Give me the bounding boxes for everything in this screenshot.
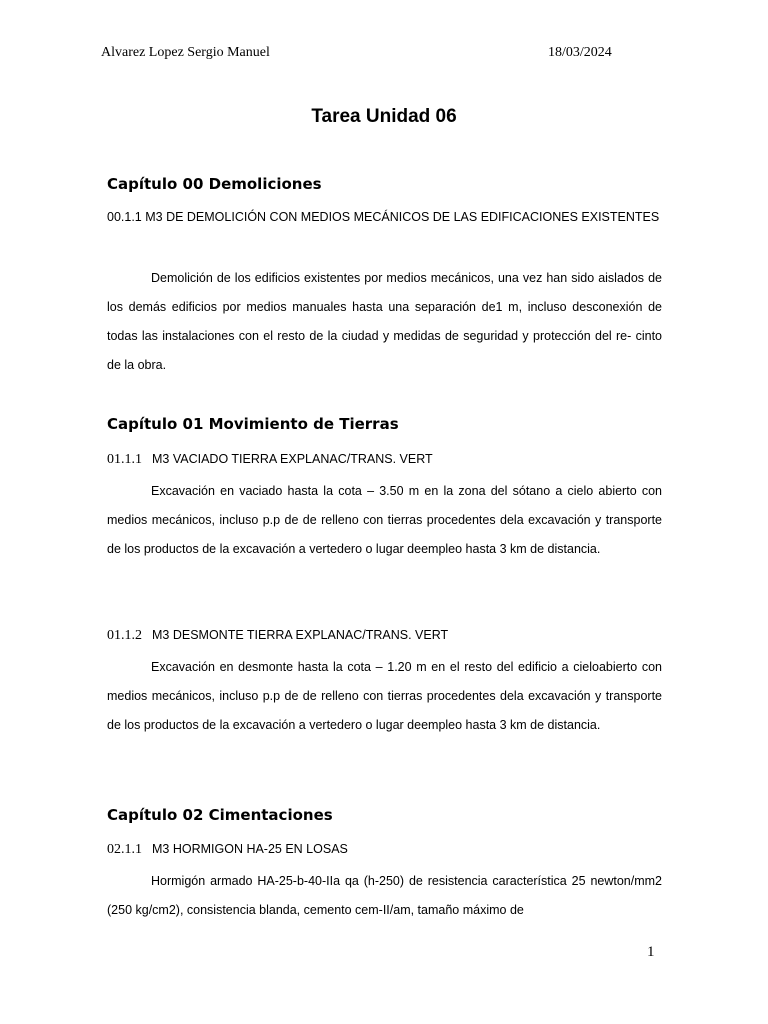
page-number: 1 bbox=[647, 944, 655, 960]
item-paragraph-01-1-2: Excavación en desmonte hasta la cota – 1.20 m en el resto del edificio a cieloabierto con medios mecánicos, incluso p.p de de relleno con tierras procedentes dela excavación y transporte de los productos de la excavación a vertedero o lugar deempleo hasta 3 km de distancia. bbox=[107, 660, 662, 732]
item-paragraph-01-1-1: Excavación en vaciado hasta la cota – 3.50 m en la zona del sótano a cielo abierto con medios mecánicos, incluso p.p de de relleno con tierras procedentes dela excavación y transporte de los productos de la excavación a vertedero o lugar deempleo hasta 3 km de distancia. bbox=[107, 484, 662, 556]
document-title: Tarea Unidad 06 bbox=[311, 106, 457, 127]
item-heading-01-1-2 bbox=[107, 628, 448, 644]
item-title: M3 DESMONTE TIERRA EXPLANAC/TRANS. VERT bbox=[152, 628, 449, 642]
item-number: 02.1.1 bbox=[107, 842, 142, 857]
chapter-heading-02: Capítulo 02 Cimentaciones bbox=[107, 806, 333, 824]
header-author: Alvarez Lopez Sergio Manuel bbox=[101, 45, 270, 60]
item-number: 01.1.1 bbox=[107, 452, 142, 467]
chapter-heading-00: Capítulo 00 Demoliciones bbox=[107, 175, 322, 193]
header-date: 18/03/2024 bbox=[548, 45, 612, 60]
item-title: M3 VACIADO TIERRA EXPLANAC/TRANS. VERT bbox=[152, 452, 433, 466]
item-heading-01-1-1 bbox=[107, 452, 433, 468]
item-number: 01.1.2 bbox=[107, 628, 142, 643]
item-title-00-1-1: 00.1.1 M3 DE DEMOLICIÓN CON MEDIOS MECÁNICOS DE LAS EDIFICACIONES EXISTENTES bbox=[107, 210, 660, 224]
item-heading-02-1-1 bbox=[107, 842, 348, 858]
chapter-heading-01: Capítulo 01 Movimiento de Tierras bbox=[107, 415, 399, 433]
item-title: M3 HORMIGON HA-25 EN LOSAS bbox=[152, 842, 348, 856]
item-paragraph-00-1-1: Demolición de los edificios existentes por medios mecánicos, una vez han sido aislados de los demás edificios por medios manuales hasta una separación de1 m, incluso desconexión de todas las instalaciones con el resto de la ciudad y medidas de seguridad y protección del re- cinto de la obra. bbox=[107, 271, 662, 372]
item-paragraph-02-1-1: Hormigón armado HA-25-b-40-IIa qa (h-250) de resistencia característica 25 newton/mm2 (250 kg/cm2), consistencia blanda, cemento cem-II/am, tamaño máximo de bbox=[107, 874, 662, 917]
